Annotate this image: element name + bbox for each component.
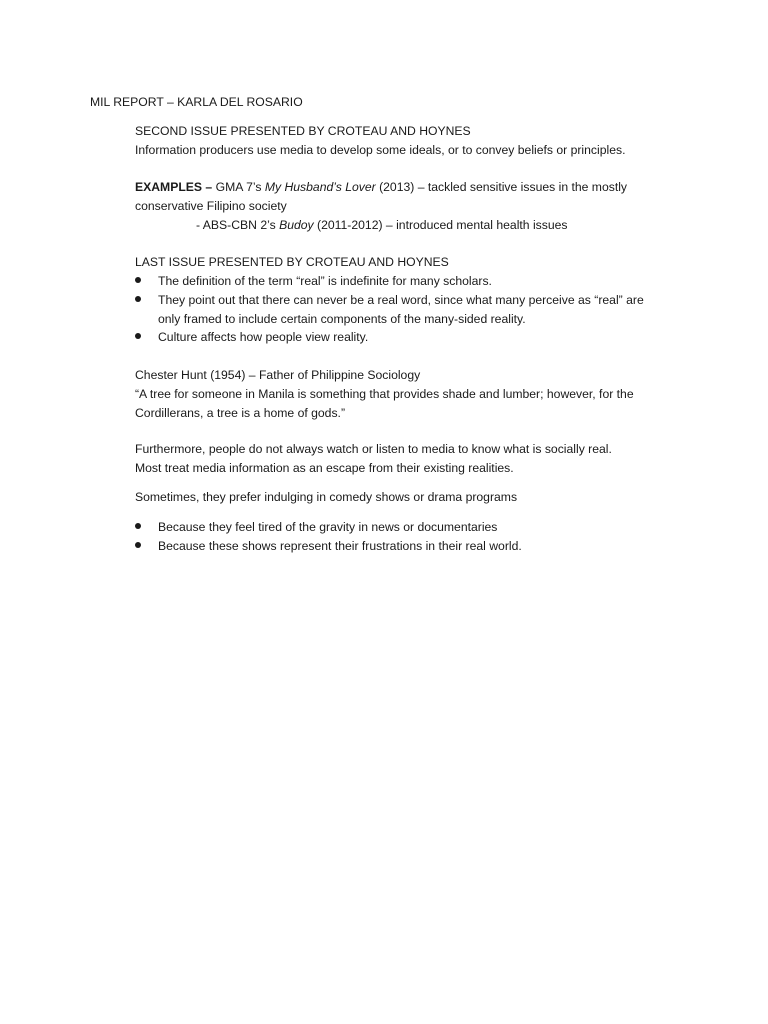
example-2-prefix: - ABS-CBN 2’s	[196, 218, 280, 232]
bullet-marker	[135, 523, 141, 529]
example-2-title: Budoy	[279, 218, 314, 232]
bullet-item: Culture affects how people view reality.	[158, 330, 369, 344]
reason-item: Because these shows represent their frustrations in their real world.	[158, 539, 522, 553]
example-2-suffix: (2011-2012) – introduced mental health issues	[313, 218, 568, 232]
chester-quote-line: “A tree for someone in Manila is something that provides shade and lumber; however, for the	[135, 387, 634, 401]
bullet-marker	[135, 277, 141, 283]
second-issue-heading: SECOND ISSUE PRESENTED BY CROTEAU AND HOYNES	[135, 124, 471, 138]
reason-item: Because they feel tired of the gravity in news or documentaries	[158, 520, 498, 534]
bullet-item: The definition of the term “real” is indefinite for many scholars.	[158, 274, 492, 288]
chester-quote-line: Cordillerans, a tree is a home of gods.”	[135, 406, 345, 420]
examples-label: EXAMPLES –	[135, 180, 213, 194]
bullet-marker	[135, 333, 141, 339]
example-1	[135, 179, 627, 195]
furthermore-line: Furthermore, people do not always watch or listen to media to know what is socially real.	[135, 442, 612, 456]
sometimes-text: Sometimes, they prefer indulging in comedy shows or drama programs	[135, 490, 518, 504]
bullet-item-continuation: only framed to include certain components of the many-sided reality.	[158, 312, 526, 326]
example-1-title: My Husband’s Lover	[264, 180, 376, 194]
example-1-prefix: GMA 7’s	[212, 180, 265, 194]
example-1-suffix: (2013) – tackled sensitive issues in the mostly	[375, 180, 628, 194]
example-1-continuation: conservative Filipino society	[135, 199, 287, 213]
furthermore-line: Most treat media information as an escape from their existing realities.	[135, 461, 514, 475]
chester-hunt-title: Chester Hunt (1954) – Father of Philippine Sociology	[135, 368, 421, 382]
bullet-marker	[135, 296, 141, 302]
bullet-marker	[135, 542, 141, 548]
bullet-item: They point out that there can never be a real word, since what many perceive as “real” are	[158, 293, 644, 307]
example-2	[196, 217, 568, 233]
document-header: MIL REPORT – KARLA DEL ROSARIO	[90, 95, 303, 109]
second-issue-text: Information producers use media to develop some ideals, or to convey beliefs or principles.	[135, 143, 626, 157]
last-issue-heading: LAST ISSUE PRESENTED BY CROTEAU AND HOYNES	[135, 255, 449, 269]
